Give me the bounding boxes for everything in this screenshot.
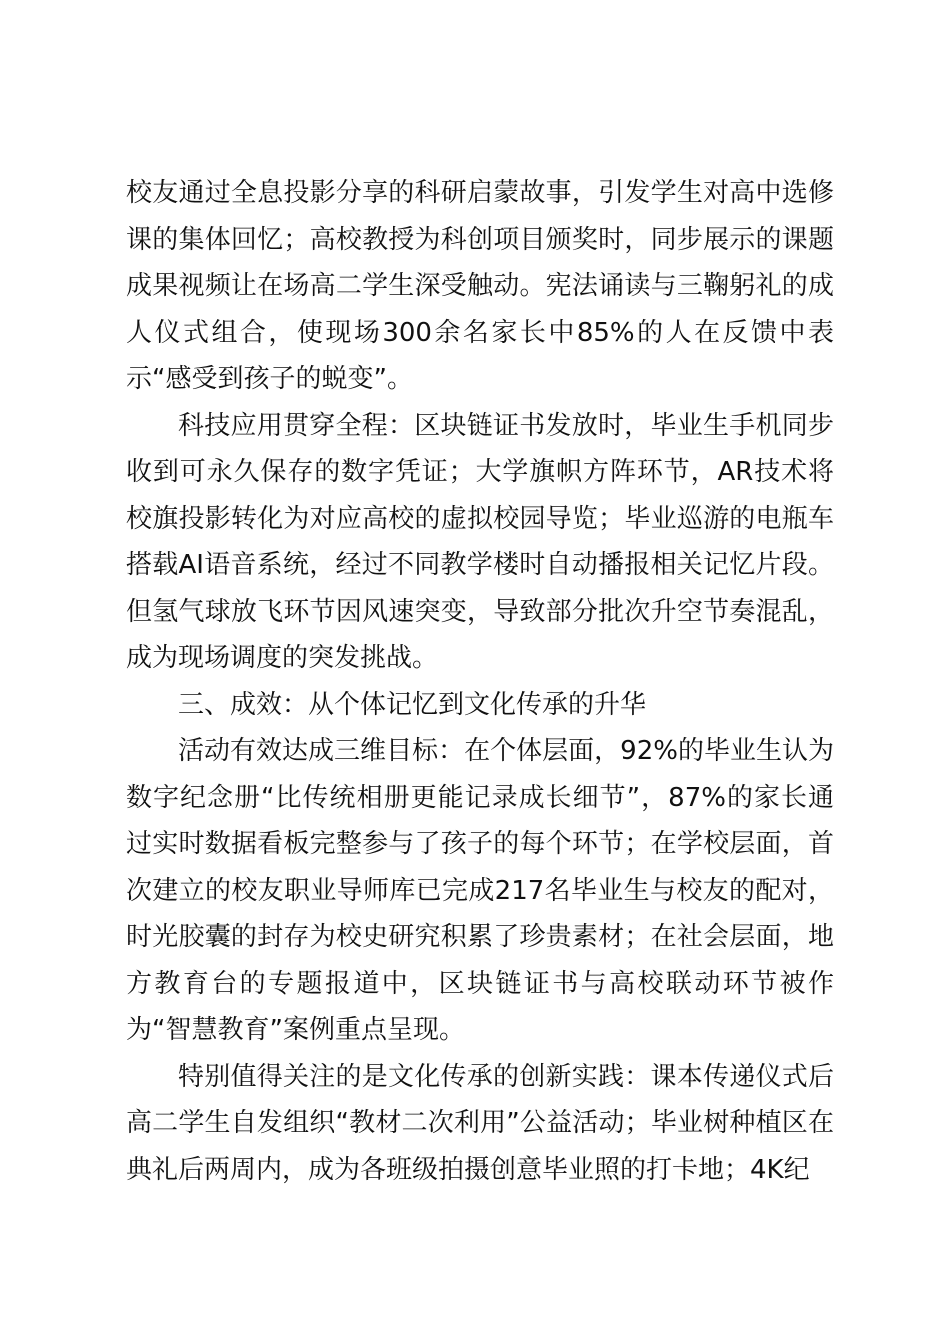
body-text [126, 170, 834, 1193]
paragraph-three-dimensional-goals: 活动有效达成三维目标：在个体层面，92%的毕业生认为数字纪念册“比传统相册更能记录成长细节”，87%的家长通过实时数据看板完整参与了孩子的每个环节；在学校层面，首次建立的校友职业导师库已完成217名毕业生与校友的配对，时光胶囊的封存为校史研究积累了珍贵素材；在社会层面，地方教育台的专题报道中，区块链证书与高校联动环节被作为“智慧教育”案例重点呈现。 [126, 736, 834, 1045]
paragraph-tech-application: 科技应用贯穿全程：区块链证书发放时，毕业生手机同步收到可永久保存的数字凭证；大学旗帜方阵环节，AR技术将校旗投影转化为对应高校的虚拟校园导览；毕业巡游的电瓶车搭载AI语音系统，经过不同教学楼时自动播报相关记忆片段。但氢气球放飞环节因风速突变，导致部分批次升空节奏混乱，成为现场调度的突发挑战。 [126, 410, 834, 673]
paragraph-continuation: 校友通过全息投影分享的科研启蒙故事，引发学生对高中选修课的集体回忆；高校教授为科创项目颁奖时，同步展示的课题成果视频让在场高二学生深受触动。宪法诵读与三鞠躬礼的成人仪式组合，使现场300余名家长中85%的人在反馈中表示“感受到孩子的蜕变”。 [126, 178, 834, 394]
section-heading-results: 三、成效：从个体记忆到文化传承的升华 [178, 689, 647, 720]
paragraph-cultural-inheritance: 特别值得关注的是文化传承的创新实践：课本传递仪式后高二学生自发组织“教材二次利用”公益活动；毕业树种植区在典礼后两周内，成为各班级拍摄创意毕业照的打卡地；4K纪 [126, 1061, 834, 1185]
